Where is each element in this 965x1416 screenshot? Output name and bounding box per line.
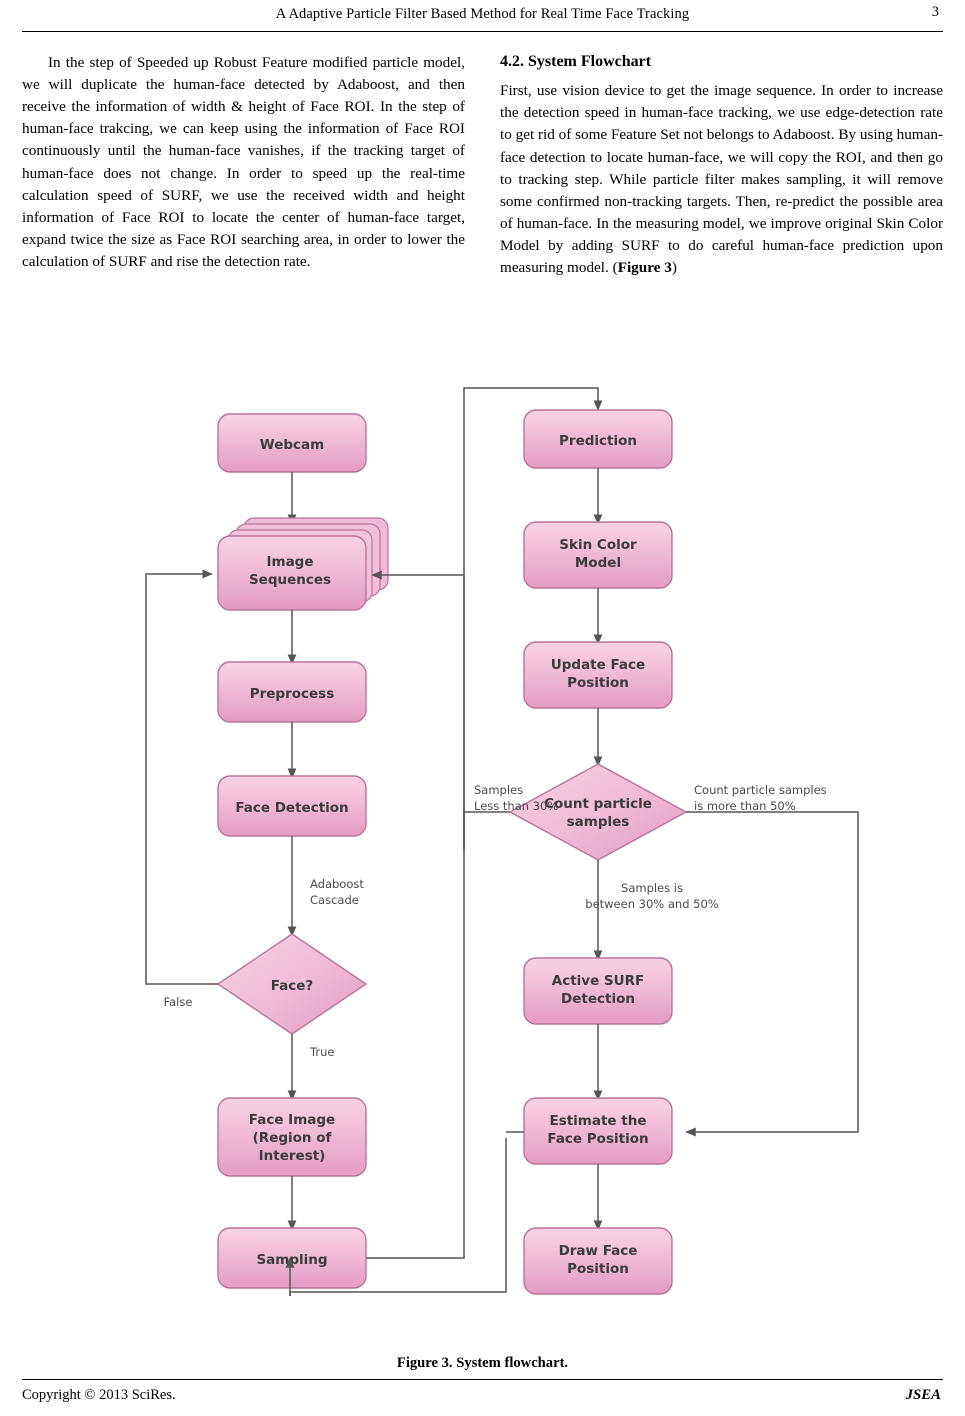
node-prediction [524, 410, 672, 468]
left-column-paragraph: In the step of Speeded up Robust Feature modified particle model, we will duplicate the human-face detected by Adaboost, and then receive the information of width & height of Face ROI. In the step of human-face trakcing, we can keep using the information of Face ROI continuously until the human-face vanishes, if the tracking target of human-face does not change. In order to speed up the real-time calculation speed of SURF, we use the received width and height information of Face ROI to locate the center of human-face target, expand twice the size as Face ROI searching area, in order to lower the calculation of SURF and rise the detection rate. [22, 54, 465, 270]
figure-3-system-flowchart [22, 372, 943, 1332]
node-image-sequences-label-line1: Image [266, 554, 314, 570]
node-prediction-label: Prediction [559, 433, 637, 449]
node-face-decision [218, 934, 366, 1034]
figure-caption: Figure 3. System flowchart. [396, 1355, 569, 1371]
edge-more-than-50 [686, 812, 858, 1132]
page-number: 3 [931, 4, 939, 20]
node-image-sequences [218, 518, 388, 610]
edge-label-less-30-line1: Samples [474, 783, 524, 797]
section-heading-system-flowchart: 4.2. System Flowchart [500, 53, 652, 70]
node-draw-face-position-line1: Draw Face [558, 1243, 638, 1259]
footer-copyright: Copyright © 2013 SciRes. [22, 1387, 176, 1403]
node-preprocess-label: Preprocess [249, 686, 335, 702]
edge-label-adaboost-cascade-line1: Adaboost [310, 877, 364, 891]
node-webcam [218, 414, 366, 472]
edge-label-more-50-line1: Count particle samples [694, 783, 827, 797]
node-estimate-face-position [524, 1098, 672, 1164]
node-count-particle-samples-line2: samples [566, 814, 630, 830]
node-draw-face-position-line2: Position [567, 1261, 629, 1277]
edge-false-loop [146, 574, 218, 984]
edge-less-than-30 [464, 812, 510, 850]
edge-label-true: True [310, 1045, 335, 1059]
footer-journal: JSEA [905, 1387, 941, 1403]
right-paragraph-tail: ) [671, 259, 677, 277]
running-head: A Adaptive Particle Filter Based Method for Real Time Face Tracking [275, 6, 690, 22]
node-update-face-position-line1: Update Face [550, 657, 646, 673]
right-paragraph-text: First, use vision device to get the image sequence. In order to increase the detection speed in human-face tracking, we use edge-detection rate to get rid of some Feature Set not belongs to Adaboost. By using human-face detection to locate human-face, we will copy the ROI, and then go to tracking step. While particle filter makes sampling, it will remove some confirmed non-tracking targets. Then, re-predict the possible area of human-face. In the measuring model, we improve original Skin Color Model by adding SURF to do careful human-face prediction upon measuring model. ( [500, 82, 943, 277]
node-active-surf-line1: Active SURF [551, 973, 645, 989]
node-draw-face-position [524, 1228, 672, 1294]
node-preprocess [218, 662, 366, 722]
edge-label-between-line1: Samples is [621, 881, 683, 895]
node-count-particle-samples-line1: Count particle [544, 796, 652, 812]
node-skin-color-model [524, 522, 672, 588]
node-face-image-roi-line2: (Region of [252, 1130, 332, 1146]
node-active-surf-line2: Detection [561, 991, 635, 1007]
right-column [500, 52, 943, 279]
node-skin-color-model-line2: Model [574, 555, 622, 571]
node-sampling-label: Sampling [256, 1252, 328, 1268]
footer-rule [22, 1379, 943, 1380]
node-face-image-roi [218, 1098, 366, 1176]
figure-reference: Figure 3 [617, 259, 672, 277]
node-update-face-position [524, 642, 672, 708]
node-webcam-label: Webcam [259, 437, 325, 453]
edge-label-between-line2: between 30% and 50% [585, 897, 719, 911]
node-face-image-roi-line3: Interest) [258, 1148, 326, 1164]
edge-less-than-30-return [372, 575, 464, 850]
node-image-sequences-label-line2: Sequences [248, 572, 332, 588]
node-active-surf-detection [524, 958, 672, 1024]
edge-label-false: False [163, 995, 193, 1009]
left-column [22, 52, 465, 273]
node-face-image-roi-line1: Face Image [248, 1112, 336, 1128]
edge-label-more-50-line2: is more than 50% [694, 799, 796, 813]
header-rule [22, 31, 943, 32]
node-face-detection [218, 776, 366, 836]
right-column-paragraph [500, 80, 943, 279]
node-estimate-face-position-line2: Face Position [547, 1131, 649, 1147]
node-skin-color-model-line1: Skin Color [559, 537, 637, 553]
node-sampling [218, 1228, 366, 1288]
node-estimate-face-position-line1: Estimate the [549, 1113, 647, 1129]
node-update-face-position-line2: Position [567, 675, 629, 691]
node-face-decision-label: Face? [270, 978, 314, 994]
edge-label-less-30-line2: Less than 30% [474, 799, 559, 813]
flowchart-svg [22, 372, 943, 1302]
edge-label-adaboost-cascade-line2: Cascade [310, 893, 359, 907]
node-face-detection-label: Face Detection [235, 800, 349, 816]
